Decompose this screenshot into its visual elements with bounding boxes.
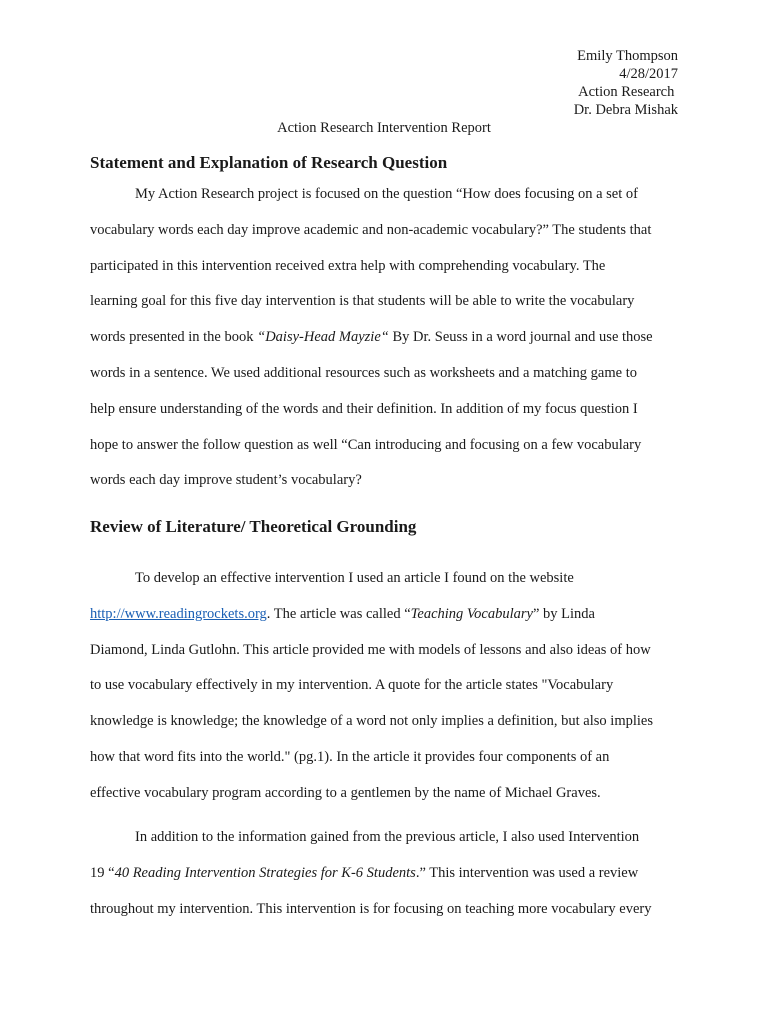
book-title: “Daisy-Head Mayzie“ (257, 329, 389, 346)
paragraph-literature-review-2 (90, 827, 680, 934)
report-title: Action Research Intervention Report (277, 120, 491, 136)
text-line: throughout my intervention. This intervention is for focusing on teaching more vocabulary every (90, 900, 652, 917)
text-line (90, 327, 680, 363)
paragraph-literature-review-1 (90, 568, 680, 819)
text-line: words in a sentence. We used additional resources such as worksheets and a matching game to (90, 364, 637, 381)
text-line: participated in this intervention received extra help with comprehending vocabulary. The (90, 257, 606, 274)
text-line: My Action Research project is focused on the question “How does focusing on a set of (135, 186, 638, 202)
text-line: help ensure understanding of the words and their definition. In addition of my focus question I (90, 400, 638, 417)
paragraph-research-question (90, 184, 680, 506)
text-segment: words presented in the book (90, 329, 258, 346)
course-name: Action Research (578, 84, 678, 100)
text-segment: . The article was called “ (266, 605, 411, 622)
section-heading-research-question: Statement and Explanation of Research Question (90, 153, 448, 172)
text-segment: .” This intervention was used a review (415, 864, 639, 881)
text-line: In addition to the information gained from the previous article, I also used Intervention (135, 829, 640, 845)
text-line (90, 863, 680, 899)
text-line: effective vocabulary program according to a gentlemen by the name of Michael Graves. (90, 784, 601, 801)
text-line: words each day improve student’s vocabulary? (90, 472, 362, 489)
text-line: vocabulary words each day improve academic and non-academic vocabulary?” The students that (90, 221, 652, 238)
text-segment: By Dr. Seuss in a word journal and use those (388, 329, 653, 346)
text-line: Diamond, Linda Gutlohn. This article provided me with models of lessons and also ideas of how (90, 641, 651, 658)
text-line: hope to answer the follow question as well “Can introducing and focusing on a few vocabulary (90, 436, 642, 453)
text-segment: ” by Linda (532, 605, 595, 622)
instructor-name: Dr. Debra Mishak (573, 102, 678, 118)
text-line: knowledge is knowledge; the knowledge of a word not only implies a definition, but also implies (90, 713, 653, 730)
author-header (574, 47, 678, 119)
section-heading-literature-review: Review of Literature/ Theoretical Grounding (90, 517, 417, 536)
text-line: learning goal for this five day intervention is that students will be able to write the vocabulary (90, 293, 635, 310)
text-line: how that word fits into the world." (pg.1). In the article it provides four components of an (90, 748, 610, 765)
report-date: 4/28/2017 (619, 66, 678, 82)
book-title: 40 Reading Intervention Strategies for K-6 Students (114, 864, 416, 881)
author-name: Emily Thompson (577, 48, 678, 64)
readingrockets-link[interactable]: http://www.readingrockets.org (90, 605, 267, 622)
text-line (90, 604, 680, 640)
text-line: To develop an effective intervention I used an article I found on the website (135, 570, 574, 586)
text-segment: 19 “ (90, 864, 115, 881)
article-title: Teaching Vocabulary (410, 605, 533, 622)
text-line: to use vocabulary effectively in my intervention. A quote for the article states "Vocabulary (90, 677, 614, 694)
